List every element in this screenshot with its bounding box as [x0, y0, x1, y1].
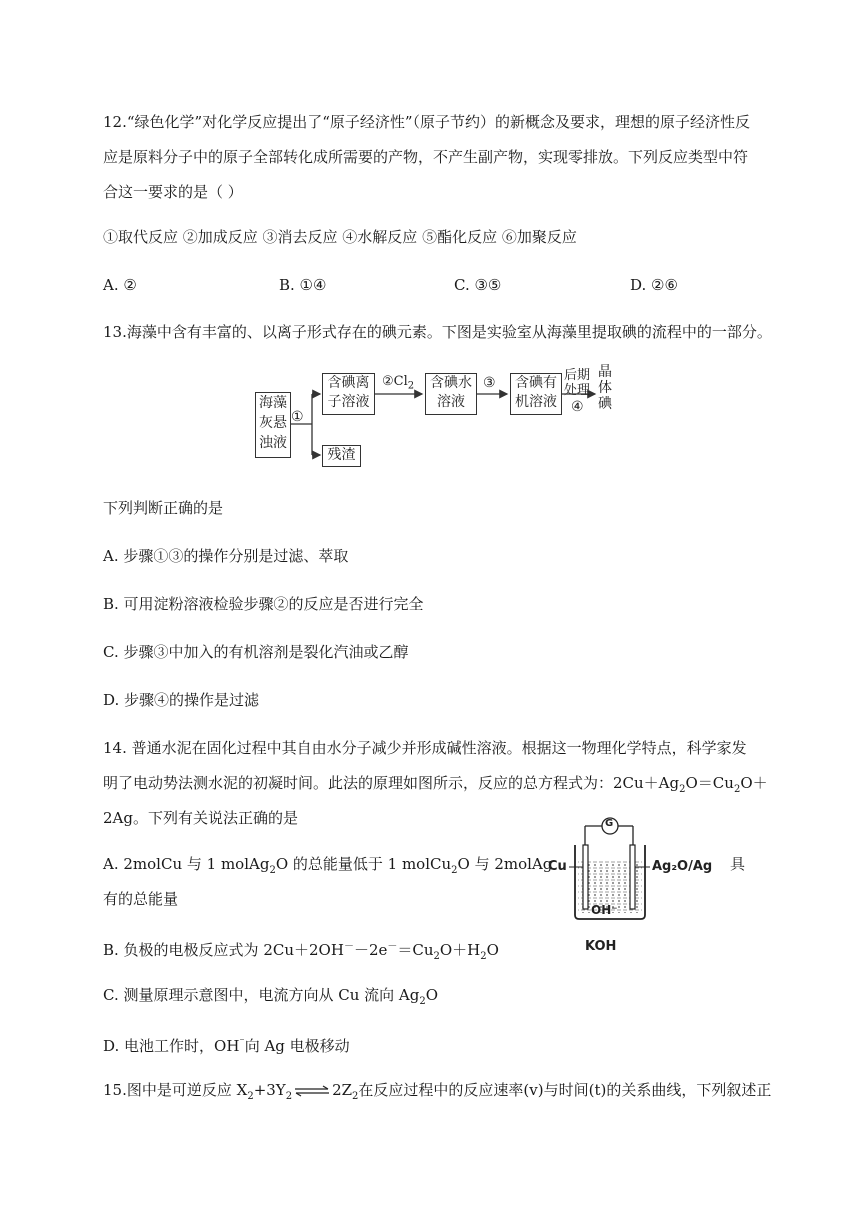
q12-stem-line-2: 应是原料分子中的原子全部转化成所需要的产物，不产生副产物，实现零排放。下列反应类型中符	[103, 148, 749, 166]
q13-option-c: C. 步骤③中加入的有机溶剂是裂化汽油或乙醇	[103, 643, 409, 661]
q14-sub: 2	[679, 784, 686, 795]
q14-option-d	[103, 1033, 350, 1056]
flow-start-line-1: 海藻	[259, 395, 287, 411]
q14-option-a-line-2: 有的总能量	[103, 890, 179, 908]
q14-optB-part-c: ＝Cu	[397, 941, 434, 959]
flow-box1-line-2: 子溶液	[327, 394, 370, 410]
q12-option-b: B. ①④	[279, 276, 327, 294]
q14-optC-part-b: O	[425, 986, 439, 1004]
q13-stem: 13.海藻中含有丰富的、以离子形式存在的碘元素。下图是实验室从海藻里提取碘的流程中的一部分。	[103, 323, 772, 341]
q14-option-a-line-1	[103, 854, 552, 881]
flow-product-line-3: 碘	[598, 396, 612, 412]
q12-stem-line-1: 12.“绿色化学”对化学反应提出了“原子经济性”（原子节约）的新概念及要求，理想的原子经济性反	[103, 113, 751, 131]
reversible-arrow-icon	[294, 1085, 330, 1097]
cell-ion-label: OH⁻	[591, 903, 618, 917]
q15-sub: 2	[352, 1091, 359, 1102]
flow-box2-line-1: 含碘水	[430, 375, 472, 391]
q15-part-d: 在反应过程中的反应速率(v)与时间(t)的关系曲线，下列叙述正	[358, 1081, 772, 1099]
q14-sup: ⁻	[239, 1037, 245, 1048]
flow-product-line-1: 晶	[598, 364, 612, 380]
flow-box-iodide-solution	[322, 373, 375, 415]
flow-step-2-label	[382, 374, 414, 394]
q15-part-a: 15.图中是可逆反应 X	[103, 1081, 248, 1099]
flow-step-4: ④	[571, 399, 584, 415]
q14-optA-part-b: O 的总能量低于 1 molCu	[275, 855, 452, 873]
q14-sup: －	[387, 941, 398, 952]
q14-line2-part-a: 明了电动势法测水泥的初凝时间。此法的原理如图所示，反应的总方程式为：2Cu＋Ag	[103, 774, 680, 792]
flow-post-line-1: 后期	[564, 368, 591, 383]
q15-part-b: +3Y	[253, 1081, 286, 1099]
flow-box1-line-1: 含碘离	[327, 375, 370, 391]
q13-option-d: D. 步骤④的操作是过滤	[103, 691, 260, 709]
flow-product-line-2: 体	[598, 380, 612, 396]
q14-optB-part-b: －2e	[353, 941, 388, 959]
flow-box-organic-solution	[510, 373, 562, 415]
q14-optC-part-a: C. 测量原理示意图中，电流方向从 Cu 流向 Ag	[103, 986, 420, 1004]
flow-box3-line-1: 含碘有	[515, 375, 557, 391]
q14-sub: 2	[480, 951, 487, 962]
q12-option-d: D. ②⑥	[630, 276, 678, 294]
q14-optA-part-c: O 与 2molAg	[457, 855, 553, 873]
flow-step-2-subscript: 2	[407, 380, 415, 392]
flow-step-1: ①	[291, 409, 304, 425]
q14-sub: 2	[419, 996, 426, 1007]
q13-prompt: 下列判断正确的是	[103, 499, 224, 517]
q14-stem-line-2	[103, 773, 768, 800]
q12-stem-line-3: 合这一要求的是（ ）	[103, 183, 243, 201]
q14-option-c	[103, 985, 438, 1012]
cell-drawing	[545, 815, 725, 960]
q14-stem-line-3: 2Ag。下列有关说法正确的是	[103, 809, 298, 827]
q12-option-a: A. ②	[103, 276, 137, 294]
q14-optB-part-e: O	[486, 941, 499, 959]
q12-option-c: C. ③⑤	[454, 276, 502, 294]
q14-sub: 2	[451, 865, 458, 876]
flow-step-2: ②	[382, 374, 394, 389]
q14-optD-part-a: D. 电池工作时，OH	[103, 1037, 240, 1055]
cell-caption: KOH	[585, 939, 617, 954]
q13-option-a: A. 步骤①③的操作分别是过滤、萃取	[103, 547, 349, 565]
q14-option-b	[103, 937, 499, 967]
flow-step-3: ③	[483, 375, 496, 391]
galvanometer-label: G	[605, 818, 614, 829]
flow-box-iodine-water	[425, 373, 477, 415]
q14-optB-part-a: B. 负极的电极反应式为 2Cu＋2OH	[103, 941, 344, 959]
flow-start-line-2: 灰悬	[259, 415, 287, 431]
flow-product-crystal-iodine	[597, 364, 613, 412]
q14-sub: 2	[733, 784, 741, 795]
q14-sub: 2	[269, 865, 276, 876]
q14-sup: －	[343, 941, 354, 952]
flow-step-2-reagent: Cl	[393, 374, 408, 389]
q14-line2-part-b: O＝Cu	[685, 774, 734, 792]
iodine-flow-diagram	[250, 362, 630, 472]
q14-option-a-tail: 具	[730, 855, 746, 873]
flow-residue-label: 残渣	[327, 447, 356, 463]
q14-line2-part-c: O＋	[740, 774, 768, 792]
flow-post-line-2: 处理	[564, 383, 591, 398]
q15-stem-line-1	[103, 1080, 771, 1107]
flow-start-line-3: 浊液	[259, 435, 287, 451]
q15-sub: 2	[285, 1091, 293, 1102]
q14-optA-part-a: A. 2molCu 与 1 molAg	[103, 855, 270, 873]
flow-box-residue	[322, 445, 361, 467]
cell-diagram	[545, 815, 725, 960]
q15-part-c: 2Z	[332, 1081, 353, 1099]
cell-right-electrode-label: Ag₂O/Ag	[652, 859, 713, 874]
flow-box2-line-2: 溶液	[437, 394, 465, 410]
q12-reaction-types: ①取代反应 ②加成反应 ③消去反应 ④水解反应 ⑤酯化反应 ⑥加聚反应	[103, 228, 577, 246]
q14-sub: 2	[433, 951, 440, 962]
q14-optB-part-d: O＋H	[439, 941, 481, 959]
flow-start-box	[255, 392, 291, 458]
flow-box3-line-2: 机溶液	[515, 394, 557, 410]
cell-left-electrode-label: Cu	[548, 859, 567, 874]
q14-optD-part-b: 向 Ag 电极移动	[244, 1037, 350, 1055]
q13-option-b: B. 可用淀粉溶液检验步骤②的反应是否进行完全	[103, 595, 424, 613]
q14-stem-line-1: 14. 普通水泥在固化过程中其自由水分子减少并形成碱性溶液。根据这一物理化学特点，科学家发	[103, 739, 747, 757]
q15-sub: 2	[247, 1091, 254, 1102]
